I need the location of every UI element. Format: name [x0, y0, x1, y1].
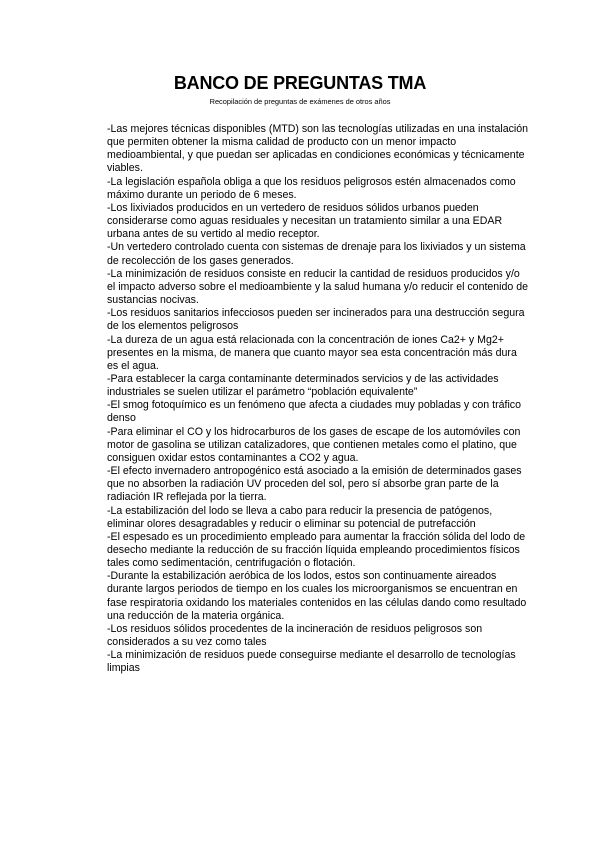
document-subtitle: Recopilación de preguntas de exámenes de otros años	[209, 97, 391, 106]
statement-item: -Los residuos sólidos procedentes de la incineración de residuos peligrosos son considerados a su vez como tales	[107, 622, 483, 649]
statement-item: -El smog fotoquímico es un fenómeno que afecta a ciudades muy pobladas y con tráfico denso	[107, 399, 521, 425]
statement-list	[107, 123, 529, 676]
statement-item: -El espesado es un procedimiento empleado para aumentar la fracción sólida del lodo de desecho mediante la reducción de su fracción líquida empleando procedimientos físicos tales como sedimentación, centrifugación o flotación.	[107, 530, 526, 570]
statement-item: -Para establecer la carga contaminante determinados servicios y de las actividades industriales se suelen utilizar el parámetro “población equivalente”	[107, 372, 499, 399]
statement-item: -Un vertedero controlado cuenta con sistemas de drenaje para los lixiviados y un sistema de recolección de los gases generados.	[107, 241, 526, 267]
statement-item: -La estabilización del lodo se lleva a cabo para reducir la presencia de patógenos, eliminar olores desagradables y reducir o eliminar su potencial de putrefacción	[107, 504, 493, 530]
statement-item: -Los lixiviados producidos en un vertedero de residuos sólidos urbanos pueden considerarse como aguas residuales y necesitan un tratamiento similar a una EDAR urbana antes de su vertido al medio receptor.	[107, 201, 503, 241]
statement-item: -Para eliminar el CO y los hidrocarburos de los gases de escape de los automóviles con motor de gasolina se utilizan catalizadores, que contienen metales como el platino, que consiguen oxidar estos contaminantes a CO2 y agua.	[107, 425, 521, 464]
document-title: BANCO DE PREGUNTAS TMA	[173, 73, 427, 93]
statement-item: -La dureza de un agua está relacionada con la concentración de iones Ca2+ y Mg2+ presentes en la misma, de manera que cuanto mayor sea esta concentración más dura es el agua.	[107, 333, 517, 372]
statement-item: -Durante la estabilización aeróbica de los lodos, estos son continuamente aireados durante largos periodos de tiempo en los cuales los microorganismos se encuentran en fase respiratoria oxidando los materiales contenidos en las células dando como resultado una reducción de la materia orgánica.	[107, 570, 527, 622]
statement-item: -Las mejores técnicas disponibles (MTD) son las tecnologías utilizadas en una instalación que permiten obtener la misma calidad de producto con un menor impacto medioambiental, y que puedan ser aplicadas en condiciones económicas y técnicamente viables.	[107, 123, 529, 175]
statement-item: -Los residuos sanitarios infecciosos pueden ser incinerados para una destrucción segura de los elementos peligrosos	[107, 307, 525, 333]
statement-item: -El efecto invernadero antropogénico está asociado a la emisión de determinados gases que no absorben la radiación UV proceden del sol, pero sí absorbe gran parte de la radiación IR reflejada por la tierra.	[107, 465, 522, 504]
statement-item: -La legislación española obliga a que los residuos peligrosos estén almacenados como máximo durante un periodo de 6 meses.	[107, 175, 516, 201]
statement-item: -La minimización de residuos consiste en reducir la cantidad de residuos producidos y/o el impacto adverso sobre el medioambiente y la salud humana y/o reducir el contenido de sustancias nocivas.	[107, 267, 529, 307]
statement-item: -La minimización de residuos puede conseguirse mediante el desarrollo de tecnologías limpias	[107, 649, 516, 675]
